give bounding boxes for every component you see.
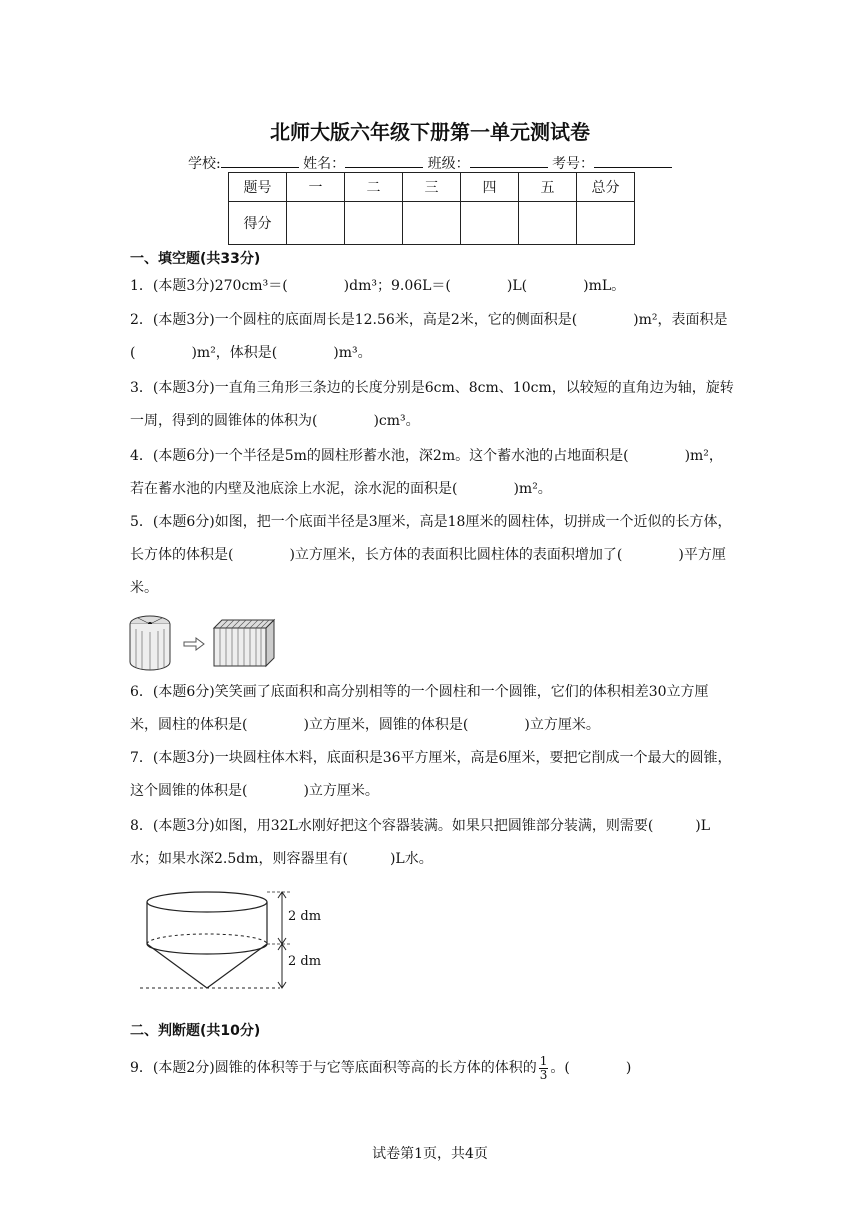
score-header-cell: 题号 — [229, 173, 287, 202]
question-4: 4．(本题6分)一个半径是5m的圆柱形蓄水池，深2m。这个蓄水池的占地面积是( )m²，若在蓄水池的内壁及池底涂上水泥，涂水泥的面积是( )m²。 — [130, 448, 723, 497]
exam-no-label: 考号： — [552, 156, 595, 172]
score-cell[interactable] — [345, 202, 403, 245]
fraction — [539, 1055, 549, 1082]
question-9 — [130, 1052, 735, 1085]
name-label: 姓名： — [303, 156, 346, 172]
section-heading: 一、填空题(共33分) — [130, 251, 261, 267]
score-header-cell: 总分 — [577, 173, 635, 202]
question-2: 2．(本题3分)一个圆柱的底面周长是12.56米，高是2米，它的侧面积是( )m²，表面积是( )m²，体积是( )m³。 — [130, 312, 728, 361]
question-3: 3．(本题3分)一直角三角形三条边的长度分别是6cm、8cm、10cm，以较短的直角边为轴，旋转一周，得到的圆锥体的体积为( )cm³。 — [130, 380, 734, 429]
score-table — [228, 172, 635, 245]
score-cell[interactable] — [287, 202, 345, 245]
figure-dimension-label: 2 dm — [288, 954, 322, 969]
question-5: 5．(本题6分)如图，把一个底面半径是3厘米，高是18厘米的圆柱体，切拼成一个近似的长方体，长方体的体积是( )立方厘米，长方体的表面积比圆柱体的表面积增加了( )平方厘米。 — [130, 514, 732, 596]
page-footer: 试卷第1页，共4页 — [372, 1146, 488, 1162]
score-header-cell: 四 — [461, 173, 519, 202]
exam-title: 北师大版六年级下册第一单元测试卷 — [270, 120, 590, 144]
name-blank[interactable] — [345, 155, 423, 168]
cylinder-cone-container-figure — [140, 888, 340, 998]
question-8: 8．(本题3分)如图，用32L水刚好把这个容器装满。如果只把圆锥部分装满，则需要( )L水；如果水深2.5dm，则容器里有( )L水。 — [130, 818, 711, 867]
exam-no-blank[interactable] — [594, 155, 672, 168]
score-cell[interactable] — [519, 202, 577, 245]
score-cell[interactable] — [403, 202, 461, 245]
class-label: 班级： — [427, 156, 470, 172]
score-header-cell: 二 — [345, 173, 403, 202]
question-1: 1．(本题3分)270cm³＝( )dm³；9.06L＝( )L( )mL。 — [130, 278, 626, 294]
student-info-line — [0, 153, 860, 173]
score-header-cell: 三 — [403, 173, 461, 202]
school-label: 学校: — [187, 156, 221, 172]
cylinder-to-cuboid-figure — [128, 612, 278, 672]
score-header-cell: 一 — [287, 173, 345, 202]
class-blank[interactable] — [470, 155, 548, 168]
question-6: 6．(本题6分)笑笑画了底面积和高分别相等的一个圆柱和一个圆锥，它们的体积相差30立方厘米，圆柱的体积是( )立方厘米，圆锥的体积是( )立方厘米。 — [130, 684, 709, 733]
score-row-label: 得分 — [229, 202, 287, 245]
fraction-numerator: 1 — [539, 1053, 548, 1068]
section-heading: 二、判断题(共10分) — [130, 1023, 261, 1039]
question-9-answer: 。( ) — [550, 1060, 632, 1076]
fraction-denominator: 3 — [539, 1067, 548, 1082]
score-header-cell: 五 — [519, 173, 577, 202]
score-cell[interactable] — [577, 202, 635, 245]
question-9-text: 9．(本题2分)圆锥的体积等于与它等底面积等高的长方体的体积的 — [130, 1060, 537, 1076]
score-cell[interactable] — [461, 202, 519, 245]
figure-dimension-label: 2 dm — [288, 909, 322, 924]
school-blank[interactable] — [221, 155, 299, 168]
question-7: 7．(本题3分)一块圆柱体木料，底面积是36平方厘米，高是6厘米，要把它削成一个最大的圆锥，这个圆锥的体积是( )立方厘米。 — [130, 750, 732, 799]
